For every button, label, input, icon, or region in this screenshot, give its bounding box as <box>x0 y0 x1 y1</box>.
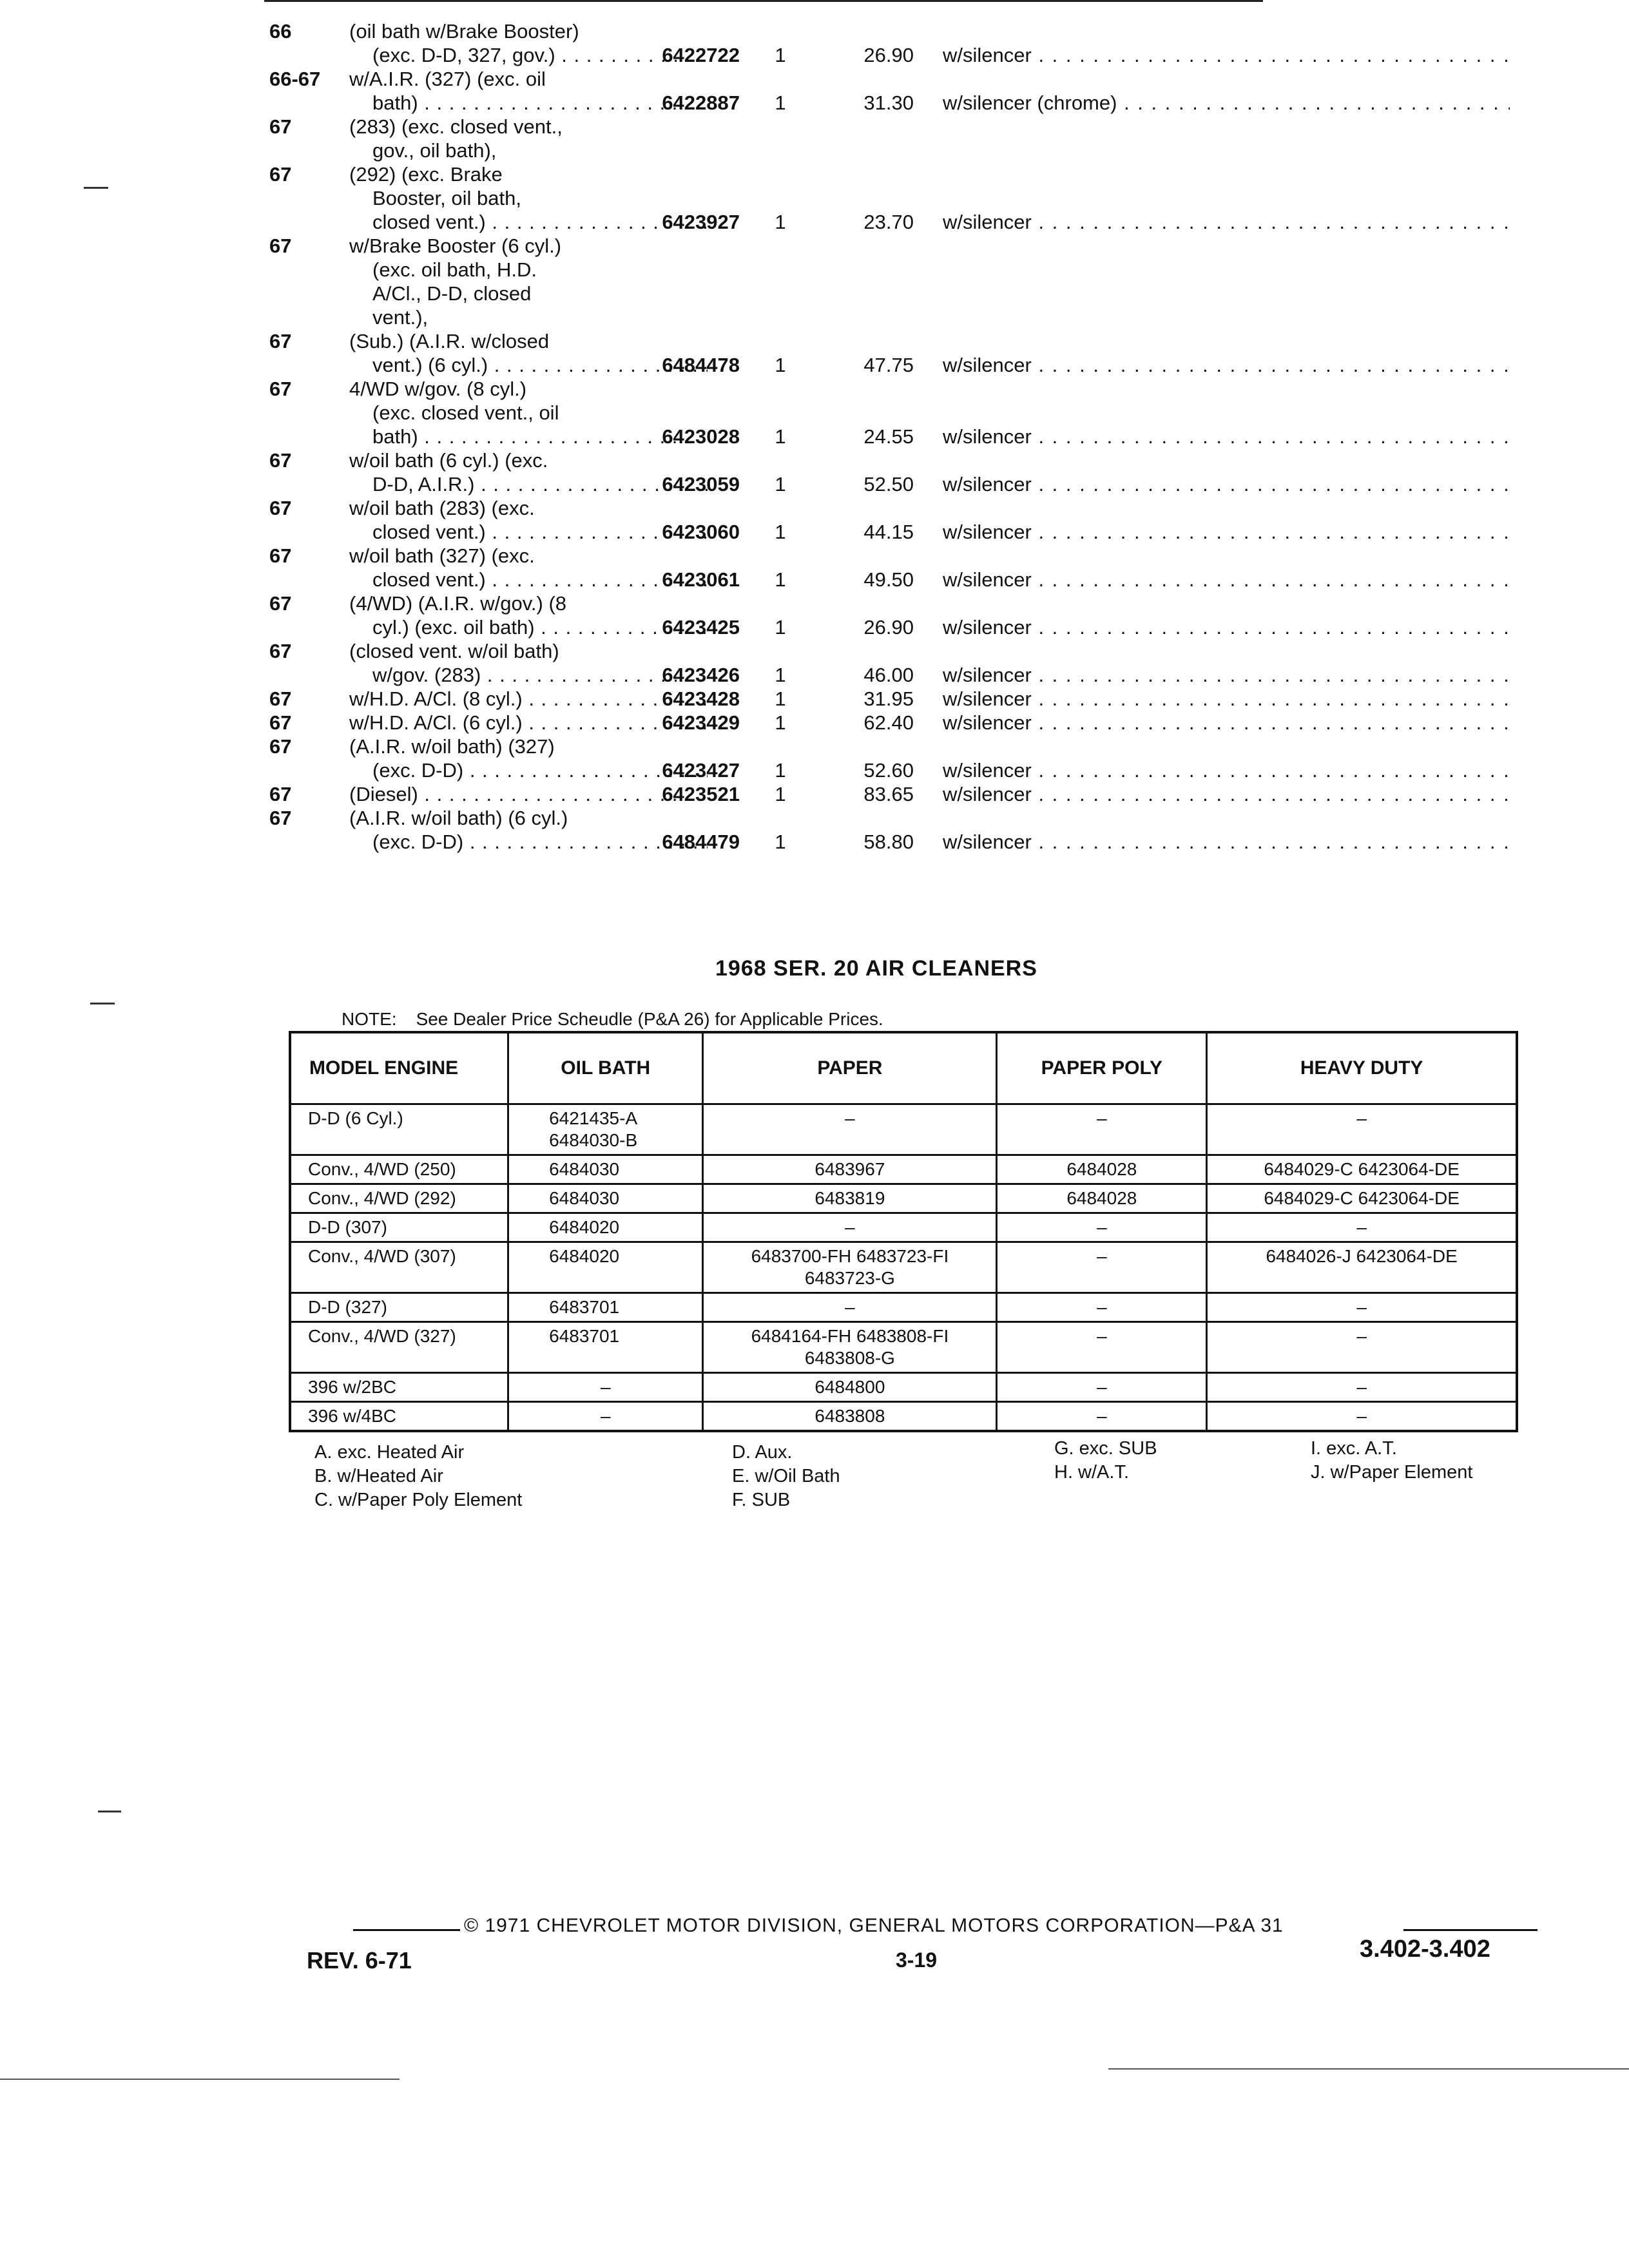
cell-model-engine: 396 w/2BC <box>290 1373 508 1402</box>
cell-model-engine: Conv., 4/WD (327) <box>290 1322 508 1373</box>
model-year: 67 <box>269 544 292 567</box>
cell-paper: – <box>703 1104 997 1155</box>
header-paper: PAPER <box>703 1032 997 1104</box>
parts-line <box>269 639 1526 663</box>
legend-col-3 <box>1054 1437 1157 1485</box>
model-year: 67 <box>269 640 292 662</box>
parts-line <box>269 258 1526 282</box>
cell-heavy-duty: 6484029-C 6423064-DE <box>1207 1184 1517 1213</box>
part-remark: w/silencer . . . <box>943 687 1510 711</box>
part-description: (exc. D-D, 327, gov.) . . . <box>372 43 708 67</box>
parts-line <box>269 115 1526 139</box>
cell-model-engine: D-D (307) <box>290 1213 508 1242</box>
legend-item: F. SUB <box>732 1490 791 1510</box>
part-quantity: 1 <box>775 759 786 782</box>
part-description: (A.I.R. w/oil bath) (327) <box>349 735 555 758</box>
part-description: w/H.D. A/Cl. (6 cyl.) . . . <box>349 711 710 735</box>
cell-heavy-duty: – <box>1207 1293 1517 1322</box>
cell-paper-poly: – <box>997 1242 1207 1293</box>
model-year: 67 <box>269 115 292 138</box>
parts-line <box>269 472 1526 496</box>
header-heavy-duty: HEAVY DUTY <box>1207 1032 1517 1104</box>
parts-line <box>269 377 1526 401</box>
part-quantity: 1 <box>775 616 786 639</box>
parts-entry <box>269 687 1526 711</box>
table-row <box>290 1184 1517 1213</box>
bottom-rule-left <box>0 2079 400 2080</box>
part-description: w/oil bath (327) (exc. <box>349 544 535 567</box>
part-description: (283) (exc. closed vent., <box>349 115 563 138</box>
part-price: 47.75 <box>863 354 914 376</box>
cell-heavy-duty: – <box>1207 1104 1517 1155</box>
table-row <box>290 1373 1517 1402</box>
part-price: 44.15 <box>863 521 914 543</box>
table-row <box>290 1155 1517 1184</box>
part-description: bath) . . . <box>372 91 708 115</box>
part-price: 83.65 <box>863 783 914 805</box>
part-quantity: 1 <box>775 711 786 734</box>
header-oil-bath: OIL BATH <box>508 1032 703 1104</box>
model-year: 67 <box>269 711 292 734</box>
parts-entry <box>269 67 1526 115</box>
part-description: w/gov. (283) . . . <box>372 663 708 687</box>
part-quantity: 1 <box>775 831 786 853</box>
cell-model-engine: Conv., 4/WD (292) <box>290 1184 508 1213</box>
part-description: closed vent.) . . . <box>372 210 708 234</box>
parts-line <box>269 735 1526 758</box>
part-description: gov., oil bath), <box>372 139 497 162</box>
table-row <box>290 1242 1517 1293</box>
part-remark: w/silencer . . . <box>943 43 1510 67</box>
cell-oil-bath: 6483701 <box>508 1293 703 1322</box>
part-price: 58.80 <box>863 831 914 853</box>
part-number: 6484478 <box>662 354 740 376</box>
part-number: 6422887 <box>662 91 740 114</box>
parts-entry <box>269 711 1526 735</box>
part-number: 6423428 <box>662 687 740 710</box>
part-number: 6422722 <box>662 44 740 66</box>
parts-entry <box>269 448 1526 496</box>
part-remark: w/silencer (chrome) . . . <box>943 91 1510 115</box>
section-number: 3.402-3.402 <box>1360 1936 1490 1963</box>
table-row <box>290 1402 1517 1432</box>
part-description: 4/WD w/gov. (8 cyl.) <box>349 378 527 400</box>
parts-entry <box>269 19 1526 67</box>
legend-col-1 <box>314 1441 522 1512</box>
part-description: (exc. oil bath, H.D. <box>372 258 537 281</box>
part-description: w/H.D. A/Cl. (8 cyl.) . . . <box>349 687 710 711</box>
parts-entry <box>269 639 1526 687</box>
part-description: w/oil bath (283) (exc. <box>349 497 535 519</box>
cell-paper-poly: – <box>997 1213 1207 1242</box>
price-note <box>342 1009 883 1030</box>
part-remark: w/silencer . . . <box>943 711 1510 735</box>
parts-line <box>269 782 1526 806</box>
part-price: 24.55 <box>863 425 914 448</box>
parts-entry <box>269 806 1526 854</box>
part-description: (Sub.) (A.I.R. w/closed <box>349 330 550 352</box>
model-year: 67 <box>269 687 292 710</box>
cell-model-engine: Conv., 4/WD (250) <box>290 1155 508 1184</box>
model-year: 67 <box>269 330 292 352</box>
parts-line <box>269 43 1526 67</box>
part-description: vent.) (6 cyl.) . . . <box>372 353 708 377</box>
model-year: 67 <box>269 783 292 805</box>
part-quantity: 1 <box>775 783 786 805</box>
parts-entry <box>269 115 1526 162</box>
part-remark: w/silencer . . . <box>943 568 1510 591</box>
part-description: (closed vent. w/oil bath) <box>349 640 559 662</box>
part-description: (A.I.R. w/oil bath) (6 cyl.) <box>349 807 568 829</box>
cell-oil-bath: 6484020 <box>508 1213 703 1242</box>
table-header-row <box>290 1032 1517 1104</box>
parts-line <box>269 282 1526 305</box>
parts-line <box>269 19 1526 43</box>
parts-entry <box>269 782 1526 806</box>
part-price: 62.40 <box>863 711 914 734</box>
parts-line <box>269 162 1526 186</box>
cell-paper: 6483808 <box>703 1402 997 1432</box>
part-price: 52.60 <box>863 759 914 782</box>
cell-oil-bath: – <box>508 1373 703 1402</box>
footer-rule-left <box>353 1929 460 1931</box>
copyright-line: © 1971 CHEVROLET MOTOR DIVISION, GENERAL MOTORS CORPORATION—P&A 31 <box>464 1915 1284 1936</box>
parts-line <box>269 758 1526 782</box>
top-rule <box>264 0 1263 2</box>
part-description: w/oil bath (6 cyl.) (exc. <box>349 449 548 472</box>
part-description: A/Cl., D-D, closed <box>372 282 532 305</box>
parts-line <box>269 91 1526 115</box>
parts-entry <box>269 591 1526 639</box>
parts-list <box>269 19 1526 854</box>
header-paper-poly: PAPER POLY <box>997 1032 1207 1104</box>
cell-paper: – <box>703 1213 997 1242</box>
parts-line <box>269 401 1526 425</box>
legend-item: H. w/A.T. <box>1054 1462 1130 1483</box>
parts-line <box>269 186 1526 210</box>
part-quantity: 1 <box>775 568 786 591</box>
margin-mark <box>98 1811 121 1812</box>
footer-rule-right <box>1403 1929 1537 1931</box>
part-description: cyl.) (exc. oil bath) . . . <box>372 615 708 639</box>
table-row <box>290 1104 1517 1155</box>
part-description: bath) . . . <box>372 425 708 448</box>
cell-oil-bath: – <box>508 1402 703 1432</box>
parts-line <box>269 615 1526 639</box>
air-cleaner-table <box>289 1031 1518 1432</box>
part-description: (292) (exc. Brake <box>349 163 503 186</box>
part-remark: w/silencer . . . <box>943 425 1510 448</box>
model-year: 67 <box>269 449 292 472</box>
parts-entry <box>269 377 1526 448</box>
part-number: 6423061 <box>662 568 740 591</box>
part-remark: w/silencer . . . <box>943 520 1510 544</box>
part-quantity: 1 <box>775 44 786 66</box>
cell-heavy-duty: – <box>1207 1402 1517 1432</box>
parts-line <box>269 234 1526 258</box>
part-description: (oil bath w/Brake Booster) <box>349 20 579 43</box>
cell-oil-bath: 6421435-A 6484030-B <box>508 1104 703 1155</box>
part-number: 6423028 <box>662 425 740 448</box>
part-price: 46.00 <box>863 664 914 686</box>
part-number: 6423927 <box>662 211 740 233</box>
part-number: 6423426 <box>662 664 740 686</box>
cell-oil-bath: 6484030 <box>508 1155 703 1184</box>
note-label: NOTE: <box>342 1009 397 1029</box>
part-quantity: 1 <box>775 91 786 114</box>
part-quantity: 1 <box>775 473 786 495</box>
part-price: 52.50 <box>863 473 914 495</box>
parts-line <box>269 353 1526 377</box>
part-quantity: 1 <box>775 687 786 710</box>
part-price: 23.70 <box>863 211 914 233</box>
section-title: 1968 SER. 20 AIR CLEANERS <box>715 956 1037 981</box>
cell-model-engine: D-D (327) <box>290 1293 508 1322</box>
page-number: 3-19 <box>896 1948 938 1972</box>
parts-line <box>269 830 1526 854</box>
parts-entry <box>269 162 1526 234</box>
cell-oil-bath: 6483701 <box>508 1322 703 1373</box>
cell-heavy-duty: – <box>1207 1213 1517 1242</box>
part-number: 6423429 <box>662 711 740 734</box>
parts-line <box>269 711 1526 735</box>
table-row <box>290 1293 1517 1322</box>
parts-line <box>269 806 1526 830</box>
cell-paper: 6484164-FH 6483808-FI 6483808-G <box>703 1322 997 1373</box>
parts-line <box>269 305 1526 329</box>
parts-line <box>269 425 1526 448</box>
margin-mark <box>84 187 108 189</box>
table-row <box>290 1322 1517 1373</box>
part-remark: w/silencer . . . <box>943 663 1510 687</box>
part-quantity: 1 <box>775 425 786 448</box>
model-year: 66 <box>269 20 292 43</box>
part-price: 26.90 <box>863 44 914 66</box>
part-price: 31.30 <box>863 91 914 114</box>
legend-item: A. exc. Heated Air <box>314 1442 465 1463</box>
revision-label: REV. 6-71 <box>307 1947 412 1974</box>
cell-heavy-duty: – <box>1207 1322 1517 1373</box>
cell-paper-poly: 6484028 <box>997 1184 1207 1213</box>
cell-model-engine: Conv., 4/WD (307) <box>290 1242 508 1293</box>
cell-paper: – <box>703 1293 997 1322</box>
model-year: 67 <box>269 163 292 186</box>
part-description: (4/WD) (A.I.R. w/gov.) (8 <box>349 592 567 615</box>
model-year: 67 <box>269 592 292 615</box>
parts-entry <box>269 329 1526 377</box>
model-year: 67 <box>269 378 292 400</box>
part-quantity: 1 <box>775 664 786 686</box>
parts-line <box>269 591 1526 615</box>
part-description: w/Brake Booster (6 cyl.) <box>349 235 562 257</box>
model-year: 67 <box>269 807 292 829</box>
part-description: closed vent.) . . . <box>372 568 708 591</box>
part-description: w/A.I.R. (327) (exc. oil <box>349 68 546 90</box>
legend-item: C. w/Paper Poly Element <box>314 1490 523 1510</box>
cell-paper-poly: – <box>997 1322 1207 1373</box>
parts-entry <box>269 544 1526 591</box>
header-model-engine: MODEL ENGINE <box>290 1032 508 1104</box>
cell-heavy-duty: 6484029-C 6423064-DE <box>1207 1155 1517 1184</box>
parts-line <box>269 687 1526 711</box>
part-quantity: 1 <box>775 354 786 376</box>
parts-line <box>269 67 1526 91</box>
part-number: 6423060 <box>662 521 740 543</box>
legend-item: D. Aux. <box>732 1442 793 1463</box>
parts-line <box>269 663 1526 687</box>
cell-model-engine: D-D (6 Cyl.) <box>290 1104 508 1155</box>
legend-col-4 <box>1311 1437 1472 1485</box>
part-description: (Diesel) . . . <box>349 782 710 806</box>
cell-oil-bath: 6484030 <box>508 1184 703 1213</box>
part-remark: w/silencer . . . <box>943 615 1510 639</box>
cell-paper: 6484800 <box>703 1373 997 1402</box>
part-description: (exc. closed vent., oil <box>372 401 559 424</box>
cell-paper: 6483700-FH 6483723-FI 6483723-G <box>703 1242 997 1293</box>
part-description: Booster, oil bath, <box>372 187 521 209</box>
legend-item: E. w/Oil Bath <box>732 1466 840 1486</box>
parts-line <box>269 139 1526 162</box>
part-remark: w/silencer . . . <box>943 782 1510 806</box>
part-price: 31.95 <box>863 687 914 710</box>
cell-oil-bath: 6484020 <box>508 1242 703 1293</box>
model-year: 67 <box>269 735 292 758</box>
part-price: 26.90 <box>863 616 914 639</box>
part-price: 49.50 <box>863 568 914 591</box>
parts-line <box>269 568 1526 591</box>
parts-line <box>269 496 1526 520</box>
part-number: 6423427 <box>662 759 740 782</box>
cell-heavy-duty: – <box>1207 1373 1517 1402</box>
legend-col-2 <box>732 1441 840 1512</box>
bottom-rule-right <box>1108 2068 1629 2070</box>
legend-item: B. w/Heated Air <box>314 1466 443 1486</box>
legend-item: J. w/Paper Element <box>1311 1462 1473 1483</box>
cell-paper-poly: – <box>997 1293 1207 1322</box>
parts-line <box>269 520 1526 544</box>
part-quantity: 1 <box>775 211 786 233</box>
part-remark: w/silencer . . . <box>943 758 1510 782</box>
parts-entry <box>269 234 1526 329</box>
legend-item: I. exc. A.T. <box>1311 1438 1397 1459</box>
note-text: See Dealer Price Scheudle (P&A 26) for Applicable Prices. <box>416 1009 883 1029</box>
part-remark: w/silencer . . . <box>943 830 1510 854</box>
cell-paper: 6483819 <box>703 1184 997 1213</box>
part-number: 6423059 <box>662 473 740 495</box>
legend-item: G. exc. SUB <box>1054 1438 1157 1459</box>
part-description: D-D, A.I.R.) . . . <box>372 472 708 496</box>
cell-heavy-duty: 6484026-J 6423064-DE <box>1207 1242 1517 1293</box>
part-description: (exc. D-D) . . . <box>372 830 708 854</box>
margin-mark <box>90 1003 115 1004</box>
parts-line <box>269 329 1526 353</box>
part-remark: w/silencer . . . <box>943 472 1510 496</box>
part-description: vent.), <box>372 306 429 329</box>
parts-line <box>269 210 1526 234</box>
parts-entry <box>269 496 1526 544</box>
model-year: 66-67 <box>269 68 321 90</box>
parts-entry <box>269 735 1526 782</box>
cell-paper-poly: 6484028 <box>997 1155 1207 1184</box>
cell-paper-poly: – <box>997 1373 1207 1402</box>
cell-paper: 6483967 <box>703 1155 997 1184</box>
part-remark: w/silencer . . . <box>943 210 1510 234</box>
cell-paper-poly: – <box>997 1104 1207 1155</box>
cell-model-engine: 396 w/4BC <box>290 1402 508 1432</box>
part-remark: w/silencer . . . <box>943 353 1510 377</box>
part-description: closed vent.) . . . <box>372 520 708 544</box>
table-row <box>290 1213 1517 1242</box>
part-number: 6423521 <box>662 783 740 805</box>
part-quantity: 1 <box>775 521 786 543</box>
part-description: (exc. D-D) . . . <box>372 758 708 782</box>
cell-paper-poly: – <box>997 1402 1207 1432</box>
part-number: 6484479 <box>662 831 740 853</box>
model-year: 67 <box>269 235 292 257</box>
part-number: 6423425 <box>662 616 740 639</box>
model-year: 67 <box>269 497 292 519</box>
parts-line <box>269 544 1526 568</box>
parts-line <box>269 448 1526 472</box>
